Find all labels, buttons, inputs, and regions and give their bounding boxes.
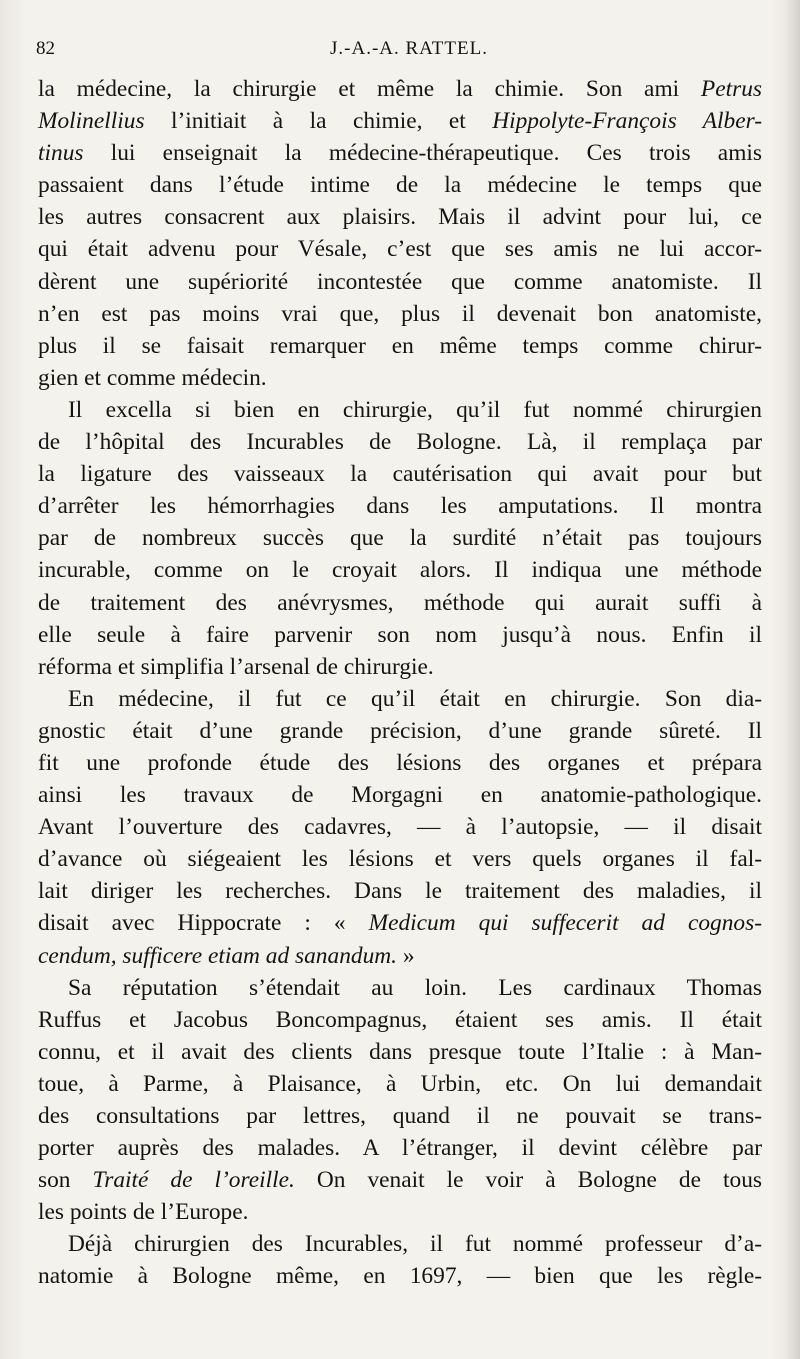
text-run: fit une profonde étude des lésions des organes et prépara [38, 749, 762, 776]
text-run: connu, et il avait des clients dans presque toute l’Italie : à Man- [38, 1038, 762, 1065]
text-line [38, 522, 762, 554]
text-run: toue, à Parme, à Plaisance, à Urbin, etc. On lui demandait [38, 1070, 762, 1097]
text-run: la ligature des vaisseaux la cautérisation qui avait pour but [38, 461, 762, 488]
text-line [38, 105, 762, 137]
text-line [38, 1004, 762, 1036]
text-line [38, 362, 762, 394]
text-run: de l’hôpital des Incurables de Bologne. Là, il remplaça par [38, 429, 762, 456]
page-number: 82 [36, 38, 55, 59]
italic-text: tinus [38, 140, 84, 167]
text-line [38, 458, 762, 490]
text-line [38, 233, 762, 265]
text-line [38, 972, 762, 1004]
text-line [38, 619, 762, 651]
italic-text: Traité de l’oreille. [92, 1167, 295, 1194]
text-line [38, 1100, 762, 1132]
text-run: Sa réputation s’étendait au loin. Les cardinaux Thomas [68, 974, 762, 1001]
text-run: natomie à Bologne même, en 1697, — bien que les règle- [38, 1263, 762, 1290]
text-line [38, 811, 762, 843]
text-line [38, 554, 762, 586]
text-run: porter auprès des malades. A l’étranger, il devint célèbre par [38, 1135, 762, 1162]
text-line [38, 940, 762, 972]
text-run: réforma et simplifia l’arsenal de chirurgie. [38, 653, 434, 680]
text-line [38, 1068, 762, 1100]
text-line [38, 779, 762, 811]
italic-text: Molinellius [38, 108, 145, 135]
text-run: dèrent une supériorité incontestée que comme anatomiste. Il [38, 268, 762, 295]
text-run: lait diriger les recherches. Dans le traitement des maladies, il [38, 878, 762, 905]
text-line [38, 1132, 762, 1164]
text-run: On venait le voir à Bologne de tous [294, 1167, 763, 1194]
text-run: la médecine, la chirurgie et même la chimie. Son ami [38, 76, 701, 102]
text-run: les points de l’Europe. [38, 1199, 249, 1226]
italic-text: Petrus [700, 76, 762, 102]
page-edge-shadow [786, 0, 800, 1359]
text-run: ainsi les travaux de Morgagni en anatomie-pathologique. [38, 782, 762, 809]
text-run: Avant l’ouverture des cadavres, — à l’autopsie, — il disait [38, 814, 762, 841]
text-line [38, 73, 762, 105]
italic-text: Hippolyte-François Alber- [492, 108, 762, 135]
text-line [38, 747, 762, 779]
text-run: l’initiait à la chimie, et [144, 108, 493, 135]
text-run: par de nombreux succès que la surdité n’était pas toujours [38, 525, 762, 552]
text-line [38, 298, 762, 330]
text-run: Déjà chirurgien des Incurables, il fut nommé professeur d’a- [68, 1231, 762, 1258]
text-line [38, 1228, 762, 1260]
text-line [38, 1260, 762, 1292]
text-run: d’arrêter les hémorrhagies dans les amputations. Il montra [38, 493, 762, 520]
text-line [38, 426, 762, 458]
text-run: des consultations par lettres, quand il ne pouvait se trans- [38, 1103, 762, 1129]
italic-text: cendum, sufficere etiam ad sanandum. [38, 942, 398, 969]
text-line [38, 587, 762, 619]
text-run: » [397, 942, 415, 969]
text-line [38, 169, 762, 201]
text-line [38, 875, 762, 907]
text-run: passaient dans l’étude intime de la médecine le temps que [38, 172, 762, 199]
page-header [36, 38, 764, 68]
text-line [38, 1196, 762, 1228]
text-line [38, 907, 762, 939]
text-run: gnostic était d’une grande précision, d’une grande sûreté. Il [38, 717, 762, 744]
text-run: disait avec Hippocrate : « [38, 910, 369, 937]
text-line [38, 843, 762, 875]
text-line [38, 683, 762, 715]
text-run: plus il se faisait remarquer en même temps comme chirur- [38, 332, 762, 359]
text-run: Ruffus et Jacobus Boncompagnus, étaient ses amis. Il était [38, 1006, 762, 1033]
running-head: J.-A.-A. RATTEL. [330, 38, 488, 59]
text-run: gien et comme médecin. [38, 364, 267, 391]
text-line [38, 394, 762, 426]
text-line [38, 715, 762, 747]
text-line [38, 1036, 762, 1068]
italic-text: Medicum qui suffecerit ad cognos- [368, 910, 763, 937]
text-run: incurable, comme on le croyait alors. Il indiqua une méthode [38, 557, 762, 584]
text-run: elle seule à faire parvenir son nom jusqu’à nous. Enfin il [38, 621, 762, 648]
text-run: son [38, 1167, 93, 1194]
text-line [38, 201, 762, 233]
text-line [38, 330, 762, 362]
body-text [38, 73, 762, 1293]
text-run: En médecine, il fut ce qu’il était en chirurgie. Son dia- [68, 685, 762, 712]
text-line [38, 490, 762, 522]
text-run: n’en est pas moins vrai que, plus il devenait bon anatomiste, [38, 300, 762, 327]
text-run: les autres consacrent aux plaisirs. Mais il advint pour lui, ce [38, 204, 762, 231]
text-run: qui était advenu pour Vésale, c’est que ses amis ne lui accor- [38, 236, 762, 263]
text-line [38, 266, 762, 298]
text-line [38, 137, 762, 169]
text-line [38, 651, 762, 683]
text-run: de traitement des anévrysmes, méthode qui aurait suffi à [38, 589, 762, 616]
text-run: Il excella si bien en chirurgie, qu’il fut nommé chirurgien [68, 396, 762, 423]
text-run: lui enseignait la médecine-thérapeutique. Ces trois amis [83, 140, 762, 167]
text-run: d’avance où siégeaient les lésions et vers quels organes il fal- [38, 846, 762, 873]
text-line [38, 1164, 762, 1196]
